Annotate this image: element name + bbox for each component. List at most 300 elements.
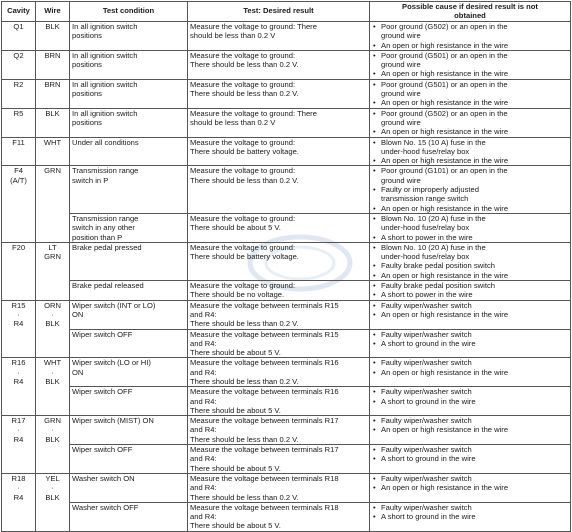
cause-item: [372, 358, 568, 367]
table-row: [2, 22, 571, 51]
cavity-text: R16: [11, 358, 26, 368]
cavity-text: F20: [11, 242, 26, 252]
result-cell: [188, 213, 370, 242]
condition-cell: [70, 502, 188, 531]
cause-item: [372, 397, 568, 406]
cavity-cell: [2, 300, 36, 358]
cause-text: • Poor ground (G501) or an open in the: [381, 50, 508, 60]
cause-item: [372, 339, 568, 348]
cause-text: • An open or high resistance in the wire: [381, 98, 509, 108]
result-text: Measure the voltage to ground:: [190, 281, 296, 291]
cause-cell: [370, 22, 571, 51]
cause-text: • Blown No. 10 (20 A) fuse in the: [381, 242, 486, 252]
cause-text: • Faulty wiper/washer switch: [381, 387, 472, 397]
cause-item: [372, 185, 568, 204]
condition-cell: [70, 445, 188, 474]
table-row: [2, 358, 571, 387]
cause-cell: [370, 358, 571, 387]
table-row: [2, 137, 571, 166]
cause-item: [372, 301, 568, 310]
cause-text: under-hood fuse/relay box: [381, 223, 470, 233]
cause-item: [372, 271, 568, 280]
header-cavity: Cavity: [2, 2, 36, 22]
wire-cell: [36, 79, 70, 108]
cause-item: [372, 503, 568, 512]
condition-text: Washer switch OFF: [72, 502, 139, 512]
result-text: and R4:: [190, 512, 217, 522]
table-row: [2, 213, 571, 242]
result-text: There should be less than 0.2 V.: [190, 376, 299, 386]
cause-text: • An open or high resistance in the wire: [381, 309, 509, 319]
cause-text: • An open or high resistance in the wire: [381, 40, 509, 50]
result-text: There should be about 5 V.: [190, 223, 281, 233]
cavity-text: R5: [13, 108, 24, 118]
cavity-text: R4: [13, 434, 24, 444]
cavity-cell: [2, 137, 36, 166]
cavity-text: ·: [17, 483, 20, 493]
cause-text: • A short to ground in the wire: [381, 512, 476, 522]
cavity-text: Q1: [13, 22, 24, 31]
condition-text: ON: [72, 309, 84, 319]
result-text: There should be battery voltage.: [190, 252, 299, 262]
cause-cell: [370, 416, 571, 445]
result-text: should be less than 0.2 V: [190, 117, 276, 127]
cause-cell: [370, 502, 571, 531]
cause-item: [372, 330, 568, 339]
table-row: [2, 387, 571, 416]
result-text: should be less than 0.2 V: [190, 31, 276, 41]
cause-text: • An open or high resistance in the wire: [381, 127, 509, 137]
cavity-cell: [2, 50, 36, 79]
cause-list: [372, 22, 568, 50]
result-text: There should be about 5 V.: [190, 521, 281, 531]
result-cell: [188, 502, 370, 531]
cause-list: [372, 214, 568, 242]
result-cell: [188, 242, 370, 280]
cause-text: transmission range switch: [381, 194, 469, 204]
table-row: [2, 329, 571, 358]
condition-text: switch in any other: [72, 223, 135, 233]
condition-text: Wiper switch (LO or HI): [72, 358, 151, 368]
cause-text: under-hood fuse/relay box: [381, 146, 470, 156]
cause-text: • Faulty wiper/washer switch: [381, 300, 472, 310]
wire-text: BLK: [45, 319, 60, 329]
cause-item: [372, 261, 568, 270]
cavity-text: F11: [12, 137, 25, 147]
cause-text: • A short to power in the wire: [381, 232, 473, 242]
result-text: and R4:: [190, 483, 217, 493]
wire-text: GRN: [44, 166, 61, 176]
condition-text: Under all conditions: [72, 137, 139, 147]
cause-text: • Poor ground (G501) or an open in the: [381, 79, 508, 89]
wire-text: BLK: [45, 434, 60, 444]
condition-cell: [70, 329, 188, 358]
cause-cell: [370, 108, 571, 137]
cavity-cell: [2, 358, 36, 416]
wire-text: ·: [51, 309, 54, 319]
cause-text: • A short to ground in the wire: [381, 396, 476, 406]
result-text: There should be less than 0.2 V.: [190, 60, 299, 70]
cause-item: [372, 166, 568, 185]
cause-item: [372, 138, 568, 157]
cause-text: ground wire: [381, 175, 421, 185]
condition-cell: [70, 50, 188, 79]
cause-cell: [370, 242, 571, 280]
result-text: Measure the voltage between terminals R16: [190, 387, 339, 397]
cause-list: [372, 166, 568, 212]
cavity-cell: [2, 108, 36, 137]
condition-text: Washer switch ON: [72, 473, 135, 483]
cause-text: • Faulty brake pedal position switch: [381, 261, 495, 271]
wire-text: BRN: [44, 79, 61, 89]
cause-cell: [370, 50, 571, 79]
table-body: [2, 22, 571, 532]
cause-item: [372, 41, 568, 50]
cause-text: • Faulty wiper/washer switch: [381, 473, 472, 483]
cavity-text: R4: [13, 492, 24, 502]
table-row: [2, 108, 571, 137]
result-text: Measure the voltage to ground: There: [190, 108, 317, 118]
cavity-cell: [2, 416, 36, 474]
table-row: [2, 281, 571, 301]
wire-cell: [36, 50, 70, 79]
wire-text: YEL: [45, 473, 60, 483]
cause-item: [372, 233, 568, 242]
cause-item: [372, 290, 568, 299]
cause-text: • An open or high resistance in the wire: [381, 425, 509, 435]
cause-item: [372, 80, 568, 99]
cause-text: • An open or high resistance in the wire: [381, 69, 509, 79]
cause-list: [372, 358, 568, 377]
cause-text: • A short to ground in the wire: [381, 338, 476, 348]
cause-item: [372, 387, 568, 396]
result-text: and R4:: [190, 309, 217, 319]
cause-cell: [370, 387, 571, 416]
result-text: Measure the voltage to ground: There: [190, 22, 317, 31]
wire-text: ·: [51, 425, 54, 435]
cause-item: [372, 454, 568, 463]
result-text: and R4:: [190, 425, 217, 435]
cause-list: [372, 416, 568, 435]
condition-text: Transmission range: [72, 213, 139, 223]
cause-text: • An open or high resistance in the wire: [381, 203, 509, 213]
result-text: and R4:: [190, 367, 217, 377]
condition-cell: [70, 22, 188, 51]
cause-list: [372, 387, 568, 406]
result-cell: [188, 329, 370, 358]
table-header-row: [2, 2, 571, 22]
cavity-text: ·: [17, 367, 20, 377]
cavity-cell: [2, 473, 36, 531]
cause-text: • An open or high resistance in the wire: [381, 367, 509, 377]
condition-text: positions: [72, 60, 102, 70]
wire-cell: [36, 242, 70, 300]
result-text: There should be battery voltage.: [190, 146, 299, 156]
cavity-cell: [2, 242, 36, 300]
table-row: [2, 242, 571, 280]
cause-cell: [370, 329, 571, 358]
cavity-text: R15: [11, 300, 26, 310]
condition-cell: [70, 387, 188, 416]
cause-text: • An open or high resistance in the wire: [381, 156, 509, 166]
wire-cell: [36, 416, 70, 474]
cause-item: [372, 425, 568, 434]
cause-item: [372, 512, 568, 521]
cause-item: [372, 368, 568, 377]
wire-cell: [36, 358, 70, 416]
result-cell: [188, 166, 370, 213]
condition-text: Brake pedal released: [72, 281, 144, 291]
condition-text: positions: [72, 117, 102, 127]
table-row: [2, 416, 571, 445]
wire-cell: [36, 22, 70, 51]
cause-text: • Faulty wiper/washer switch: [381, 445, 472, 455]
cause-text: • A short to ground in the wire: [381, 454, 476, 464]
condition-cell: [70, 281, 188, 301]
result-cell: [188, 358, 370, 387]
result-text: and R4:: [190, 396, 217, 406]
wire-text: GRN: [44, 252, 61, 262]
result-cell: [188, 79, 370, 108]
cause-text: ground wire: [381, 89, 421, 99]
result-text: Measure the voltage to ground:: [190, 79, 296, 89]
condition-cell: [70, 79, 188, 108]
cause-item: [372, 483, 568, 492]
cavity-cell: [2, 22, 36, 51]
cause-cell: [370, 79, 571, 108]
wire-cell: [36, 108, 70, 137]
table-row: [2, 445, 571, 474]
result-text: Measure the voltage to ground:: [190, 50, 296, 60]
cause-text: • Blown No. 15 (10 A) fuse in the: [381, 137, 486, 147]
cause-list: [372, 445, 568, 464]
wire-text: BLK: [45, 376, 60, 386]
cause-item: [372, 127, 568, 136]
result-cell: [188, 300, 370, 329]
cavity-text: R18: [11, 473, 26, 483]
cause-list: [372, 503, 568, 522]
cause-text: • A short to power in the wire: [381, 290, 473, 300]
cause-item: [372, 474, 568, 483]
condition-text: In all ignition switch: [72, 79, 138, 89]
result-cell: [188, 416, 370, 445]
result-text: There should be less than 0.2 V.: [190, 175, 299, 185]
result-text: Measure the voltage between terminals R18: [190, 473, 339, 483]
cause-text: • Poor ground (G502) or an open in the: [381, 22, 508, 31]
wire-text: BLK: [45, 108, 60, 118]
cavity-text: ·: [17, 309, 20, 319]
table-row: [2, 300, 571, 329]
condition-cell: [70, 137, 188, 166]
cause-item: [372, 156, 568, 165]
cause-item: [372, 98, 568, 107]
cause-item: [372, 243, 568, 262]
cause-item: [372, 281, 568, 290]
cause-item: [372, 416, 568, 425]
cause-list: [372, 301, 568, 320]
condition-cell: [70, 213, 188, 242]
result-text: There should be less than 0.2 V.: [190, 434, 299, 444]
cause-list: [372, 80, 568, 108]
cause-item: [372, 51, 568, 70]
cavity-text: ·: [17, 425, 20, 435]
header-test-result: Test: Desired result: [188, 2, 370, 22]
cause-text: ground wire: [381, 60, 421, 70]
result-text: Measure the voltage between terminals R15: [190, 300, 339, 310]
condition-text: Transmission range: [72, 166, 139, 176]
wire-text: LT: [48, 242, 57, 252]
cause-cell: [370, 473, 571, 502]
condition-cell: [70, 358, 188, 387]
result-text: There should be about 5 V.: [190, 463, 281, 473]
result-cell: [188, 22, 370, 51]
condition-text: In all ignition switch: [72, 22, 138, 31]
cavity-text: R4: [13, 319, 24, 329]
cavity-text: R17: [11, 416, 26, 426]
wire-text: GRN: [44, 416, 61, 426]
wire-text: BRN: [44, 50, 61, 60]
cause-item: [372, 445, 568, 454]
cause-text: • Faulty or improperly adjusted: [381, 185, 479, 195]
result-text: There should be no voltage.: [190, 290, 285, 300]
cause-text: • Faulty wiper/washer switch: [381, 416, 472, 426]
condition-cell: [70, 300, 188, 329]
wire-text: BLK: [45, 22, 60, 31]
cause-item: [372, 310, 568, 319]
result-text: Measure the voltage between terminals R15: [190, 329, 339, 339]
table-row: [2, 502, 571, 531]
cause-text: ground wire: [381, 117, 421, 127]
condition-text: In all ignition switch: [72, 108, 138, 118]
cause-list: [372, 109, 568, 137]
condition-cell: [70, 166, 188, 213]
cause-text: • Faulty wiper/washer switch: [381, 502, 472, 512]
condition-text: switch in P: [72, 175, 109, 185]
result-cell: [188, 445, 370, 474]
wire-text: ORN: [44, 300, 61, 310]
wire-text: ·: [51, 367, 54, 377]
cause-text: under-hood fuse/relay box: [381, 252, 470, 262]
wire-cell: [36, 166, 70, 242]
result-cell: [188, 473, 370, 502]
test-table: [1, 1, 571, 532]
cavity-text: F4: [14, 166, 23, 176]
result-cell: [188, 387, 370, 416]
result-text: Measure the voltage to ground:: [190, 137, 296, 147]
header-possible-cause: [370, 2, 571, 22]
cause-text: • Faulty wiper/washer switch: [381, 329, 472, 339]
result-cell: [188, 137, 370, 166]
cavity-text: (A/T): [10, 175, 27, 185]
result-cell: [188, 281, 370, 301]
condition-text: position than P: [72, 232, 123, 242]
cause-text: • Poor ground (G502) or an open in the: [381, 108, 508, 118]
wire-cell: [36, 137, 70, 166]
cause-text: • Faulty brake pedal position switch: [381, 281, 495, 291]
result-cell: [188, 50, 370, 79]
result-text: and R4:: [190, 338, 217, 348]
result-text: and R4:: [190, 454, 217, 464]
cause-text: • Blown No. 10 (20 A) fuse in the: [381, 213, 486, 223]
condition-text: positions: [72, 31, 102, 41]
header-possible-cause-line: Possible cause if desired result is not: [402, 3, 538, 11]
cause-cell: [370, 166, 571, 213]
cause-cell: [370, 300, 571, 329]
cavity-cell: [2, 79, 36, 108]
condition-cell: [70, 473, 188, 502]
wire-text: ·: [51, 483, 54, 493]
cavity-text: R2: [13, 79, 24, 89]
header-possible-cause-line: obtained: [454, 11, 486, 20]
cavity-text: Q2: [13, 50, 24, 60]
condition-cell: [70, 242, 188, 280]
cause-list: [372, 138, 568, 166]
result-text: Measure the voltage between terminals R17: [190, 416, 339, 426]
cause-list: [372, 281, 568, 300]
result-text: Measure the voltage to ground:: [190, 213, 296, 223]
wire-text: BLK: [45, 492, 60, 502]
result-text: There should be less than 0.2 V.: [190, 89, 299, 99]
condition-text: In all ignition switch: [72, 50, 138, 60]
cause-text: • An open or high resistance in the wire: [381, 270, 509, 280]
result-text: Measure the voltage between terminals R18: [190, 502, 339, 512]
table-row: [2, 473, 571, 502]
result-text: Measure the voltage to ground:: [190, 242, 296, 252]
wire-text: WHT: [43, 137, 62, 147]
header-test-condition: Test condition: [70, 2, 188, 22]
cause-item: [372, 22, 568, 41]
condition-text: Wiper switch OFF: [72, 387, 133, 397]
cause-text: ground wire: [381, 31, 421, 41]
cavity-text: R4: [13, 376, 24, 386]
cause-list: [372, 474, 568, 493]
cause-list: [372, 51, 568, 79]
cause-list: [372, 243, 568, 280]
cause-list: [372, 330, 568, 349]
result-text: There should be less than 0.2 V.: [190, 319, 299, 329]
cause-text: • Faulty wiper/washer switch: [381, 358, 472, 368]
condition-text: Wiper switch OFF: [72, 445, 133, 455]
cause-cell: [370, 137, 571, 166]
cause-cell: [370, 213, 571, 242]
result-cell: [188, 108, 370, 137]
condition-text: Brake pedal pressed: [72, 242, 142, 252]
cause-text: • Poor ground (G101) or an open in the: [381, 166, 508, 176]
condition-text: Wiper switch (MIST) ON: [72, 416, 154, 426]
cause-cell: [370, 281, 571, 301]
result-text: Measure the voltage between terminals R17: [190, 445, 339, 455]
table-row: [2, 79, 571, 108]
cause-item: [372, 69, 568, 78]
table-row: [2, 166, 571, 213]
condition-text: Wiper switch (INT or LO): [72, 300, 156, 310]
condition-text: ON: [72, 367, 84, 377]
cause-cell: [370, 445, 571, 474]
result-text: Measure the voltage between terminals R16: [190, 358, 339, 368]
condition-text: positions: [72, 89, 102, 99]
result-text: There should be about 5 V.: [190, 405, 281, 415]
cause-item: [372, 214, 568, 233]
wire-cell: [36, 473, 70, 531]
wire-text: WHT: [43, 358, 62, 368]
wire-cell: [36, 300, 70, 358]
result-text: Measure the voltage to ground:: [190, 166, 296, 176]
condition-cell: [70, 108, 188, 137]
header-wire: Wire: [36, 2, 70, 22]
cause-item: [372, 109, 568, 128]
cause-item: [372, 204, 568, 213]
table-row: [2, 50, 571, 79]
